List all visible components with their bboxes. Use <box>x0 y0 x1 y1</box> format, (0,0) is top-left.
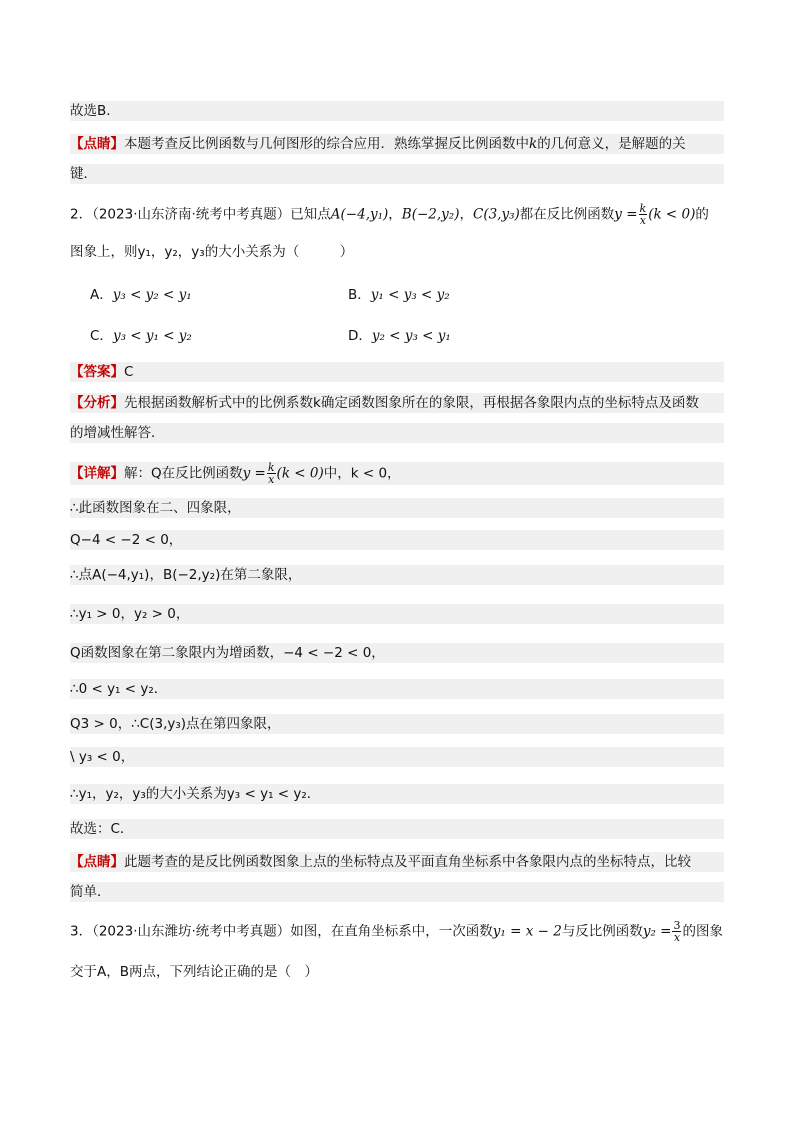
q3-stem-cont: 交于A，B两点，下列结论正确的是（ ） <box>70 964 318 980</box>
prev-choice: 故选B． <box>70 101 724 121</box>
q2-step: Q函数图象在第二象限内为增函数，−4 < −2 < 0， <box>70 643 724 663</box>
comment-tag: 【点睛】 <box>70 136 124 152</box>
q2-answer: 【答案】C <box>70 362 724 382</box>
q2-stem-cont: 图象上，则y₁，y₂，y₃的大小关系为（ ） <box>70 244 354 260</box>
q2-step: Q−4 < −2 < 0， <box>70 530 724 550</box>
prev-comment-cont: 键． <box>70 164 724 184</box>
q3-stem: 3．（2023·山东潍坊·统考中考真题）如图，在直角坐标系中，一次函数y₁ = x − 2与反比例函数y₂ = $\frac{3}{x}$ 的图象 <box>70 919 723 944</box>
q2-step: ∴0 < y₁ < y₂． <box>70 679 724 699</box>
q2-option-c: C．y₃ < y₁ < y₂ <box>90 328 192 344</box>
q2-analysis: 【分析】先根据函数解析式中的比例系数k确定函数图象所在的象限，再根据各象限内点的坐标特点及函数 <box>70 393 724 413</box>
q2-step: Q3 > 0，∴C(3,y₃)点在第四象限， <box>70 714 724 734</box>
q2-comment-cont: 简单． <box>70 882 724 902</box>
q2-stem: 2．（2023·山东济南·统考中考真题）已知点A(−4,y₁)，B(−2,y₂)，C(3,y₃)都在反比例函数y = $\frac{k}{x}$ (k < 0)的 <box>70 202 709 227</box>
q2-step: ∴y₁ > 0，y₂ > 0， <box>70 604 724 624</box>
q2-detail: 【详解】解：Q在反比例函数y = $\frac{k}{x}$ (k < 0)中，k < 0， <box>70 462 724 485</box>
fraction-k-over-x: $\frac{k}{x}$ <box>639 202 647 227</box>
q2-step: ∴y₁，y₂，y₃的大小关系为y₃ < y₁ < y₂． <box>70 784 724 804</box>
q2-comment: 【点睛】此题考查的是反比例函数图象上点的坐标特点及平面直角坐标系中各象限内点的坐标特点，比较 <box>70 852 724 872</box>
q2-option-a: A．y₃ < y₂ < y₁ <box>90 287 192 303</box>
q2-step: ∴点A(−4,y₁)，B(−2,y₂)在第二象限， <box>70 565 724 585</box>
q2-step: ∴此函数图象在二、四象限， <box>70 498 724 518</box>
q2-option-b: B．y₁ < y₃ < y₂ <box>348 287 450 303</box>
prev-comment: 【点睛】本题考查反比例函数与几何图形的综合应用．熟练掌握反比例函数中k的几何意义，是解题的关 <box>70 134 724 154</box>
q2-step: \ y₃ < 0， <box>70 747 724 767</box>
q2-option-d: D．y₂ < y₃ < y₁ <box>348 328 451 344</box>
fraction-k-over-x-detail: $\frac{k}{x}$ <box>267 461 275 486</box>
q2-analysis-cont: 的增减性解答． <box>70 423 724 443</box>
fraction-3-over-x: $\frac{3}{x}$ <box>673 919 681 944</box>
q2-choice: 故选：C． <box>70 819 724 839</box>
